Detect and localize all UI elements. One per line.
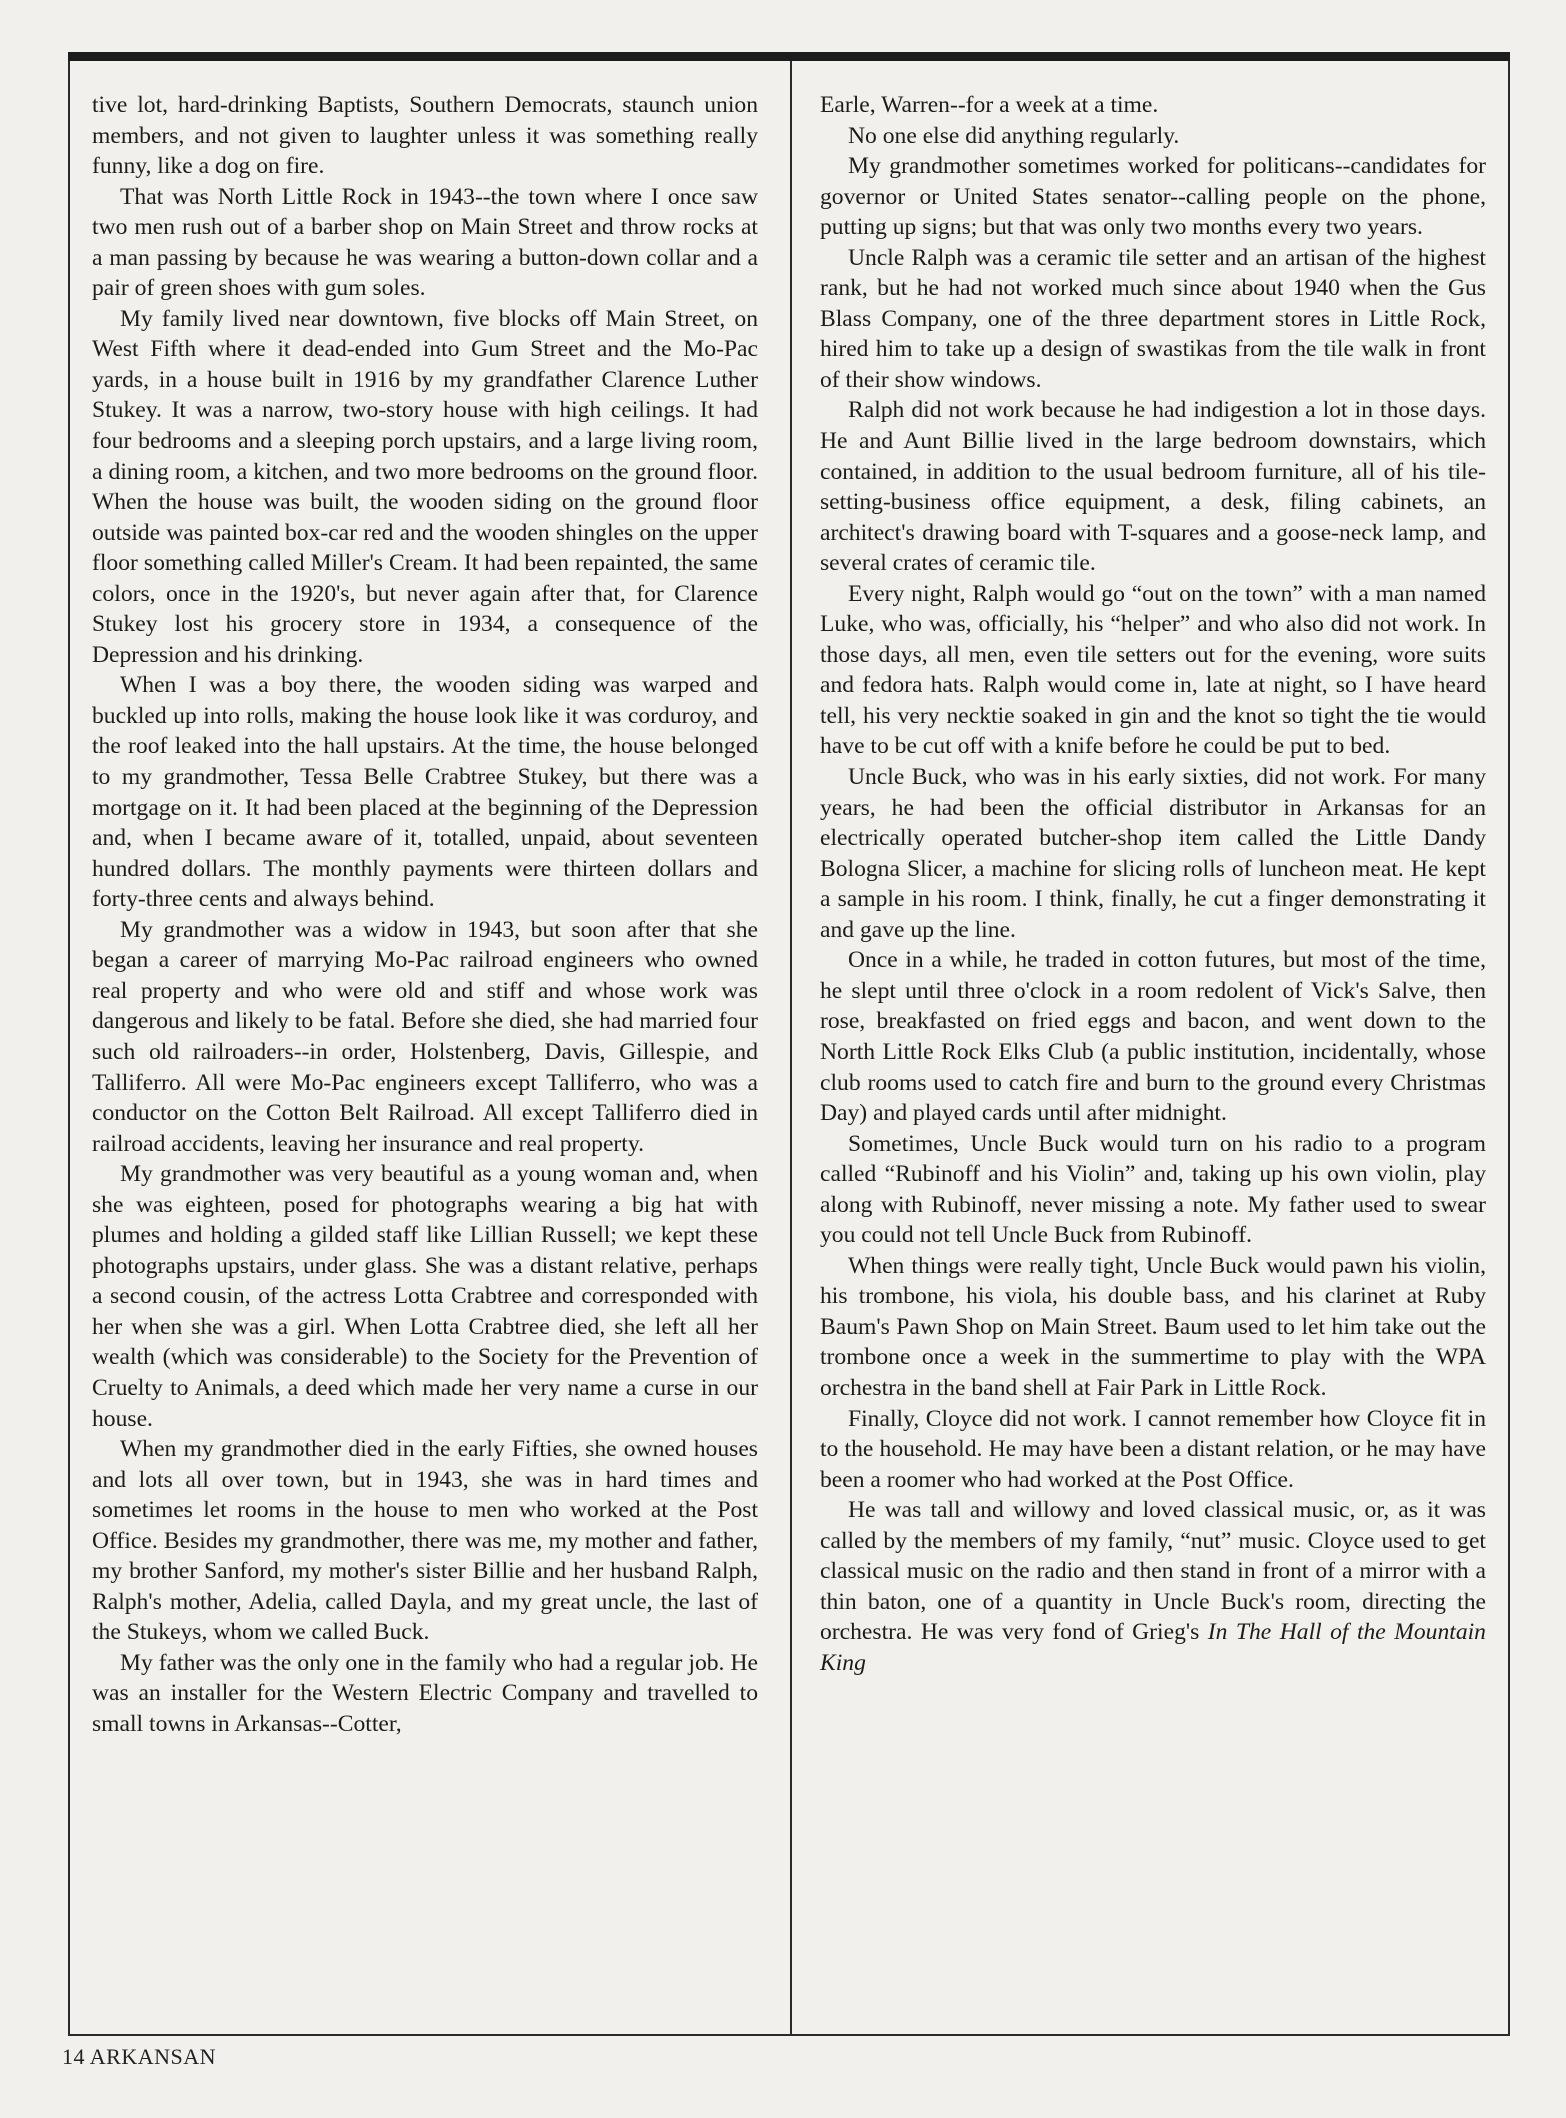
paragraph: When things were really tight, Uncle Buck would pawn his violin, his trombone, his viola, his double bass, and his clarinet at Ruby Baum's Pawn Shop on Main Street. Baum used to let him take out the trombone once a week in the summertime to play with the WPA orchestra in the band shell at Fair Park in Little Rock. [820,1252,1486,1401]
paragraph: Ralph did not work because he had indigestion a lot in those days. He and Aunt Billie lived in the large bedroom downstairs, which contained, in addition to the usual bedroom furniture, all of his tile-setting-business office equipment, a desk, filing cabinets, an architect's drawing board with T-squares and a goose-neck lamp, and several crates of ceramic tile. [820,397,1486,577]
paragraph: Once in a while, he traded in cotton futures, but most of the time, he slept until three o'clock in a room redolent of Vick's Salve, then rose, breakfasted on fried eggs and bacon, and went down to the North Little Rock Elks Club (a public institution, incidentally, whose club rooms used to catch fire and burn to the ground every Christmas Day) and played cards until after midnight. [820,947,1486,1127]
paragraph: My grandmother was very beautiful as a young woman and, when she was eighteen, posed for photographs wearing a big hat with plumes and holding a gilded staff like Lillian Russell; we kept these photographs upstairs, under glass. She was a distant relative, perhaps a second cousin, of the actress Lotta Crabtree and corresponded with her when she was a girl. When Lotta Crabtree died, she left all her wealth (which was considerable) to the Society for the Prevention of Cruelty to Animals, a deed which made her very name a curse in our house. [92,1161,758,1432]
paragraph: tive lot, hard-drinking Baptists, Southern Democrats, staunch union members, and not given to laughter unless it was something really funny, like a dog on fire. [92,92,758,180]
paragraph: When my grandmother died in the early Fifties, she owned houses and lots all over town, but in 1943, she was in hard times and sometimes let rooms in the house to men who worked at the Post Office. Besides my grandmother, there was me, my mother and father, my brother Sanford, my mother's sister Billie and her husband Ralph, Ralph's mother, Adelia, called Dayla, and my great uncle, the last of the Stukeys, whom we called Buck. [92,1436,758,1646]
paragraph: Sometimes, Uncle Buck would turn on his radio to a program called “Rubinoff and his Violin” and, taking up his own violin, play along with Rubinoff, never missing a note. My father used to swear you could not tell Uncle Buck from Rubinoff. [820,1130,1486,1249]
left-column [92,90,758,1740]
paragraph: Uncle Buck, who was in his early sixties, did not work. For many years, he had been the official distributor in Arkansas for an electrically operated butcher-shop item called the Little Dandy Bologna Slicer, a machine for slicing rolls of luncheon meat. He kept a sample in his room. I think, finally, he cut a finger demonstrating it and gave up the line. [820,764,1486,943]
paragraph-text: He was tall and willowy and loved classical music, or, as it was called by the members of my family, “nut” music. Cloyce used to get classical music on the radio and then stand in front of a mirror with a thin baton, one of a quantity in Uncle Buck's room, directing the orchestra. He was very fond of Grieg's [820,1497,1486,1646]
right-column [820,90,1486,1678]
page-folio: 14 ARKANSAN [62,2044,217,2069]
paragraph: No one else did anything regularly. [848,122,1180,149]
right-border [1508,61,1510,2036]
column-divider [790,61,792,2036]
top-rule [68,52,1510,61]
paragraph: My grandmother was a widow in 1943, but soon after that she began a career of marrying Mo-Pac railroad engineers who owned real property and who were old and stiff and whose work was dangerous and likely to be fatal. Before she died, she had married four such old railroaders--in order, Holstenberg, Davis, Gillespie, and Talliferro. All were Mo-Pac engineers except Talliferro, who was a conductor on the Cotton Belt Railroad. All except Talliferro died in railroad accidents, leaving her insurance and real property. [92,916,758,1157]
bottom-border [68,2034,1510,2036]
song-title: In The Hall of the Mountain King [820,1619,1486,1676]
paragraph: Earle, Warren--for a week at a time. [820,92,1159,118]
paragraph: When I was a boy there, the wooden siding was warped and buckled up into rolls, making the house look like it was corduroy, and the roof leaked into the hall upstairs. At the time, the house belonged to my grandmother, Tessa Belle Crabtree Stukey, but there was a mortgage on it. It had been placed at the beginning of the Depression and, when I became aware of it, totalled, unpaid, about seventeen hundred dollars. The monthly payments were thirteen dollars and forty-three cents and always behind. [92,672,758,913]
paragraph-last [820,1495,1486,1678]
paragraph: Finally, Cloyce did not work. I cannot remember how Cloyce fit in to the household. He may have been a distant relation, or he may have been a roomer who had worked at the Post Office. [820,1405,1486,1493]
paragraph: That was North Little Rock in 1943--the town where I once saw two men rush out of a barber shop on Main Street and throw rocks at a man passing by because he was wearing a button-down collar and a pair of green shoes with gum soles. [92,183,758,302]
paragraph: My family lived near downtown, five blocks off Main Street, on West Fifth where it dead-ended into Gum Street and the Mo-Pac yards, in a house built in 1916 by my grandfather Clarence Luther Stukey. It was a narrow, two-story house with high ceilings. It had four bedrooms and a sleeping porch upstairs, and a large living room, a dining room, a kitchen, and two more bedrooms on the ground floor. When the house was built, the wooden siding on the ground floor outside was painted box-car red and the wooden shingles on the upper floor something called Miller's Cream. It had been repainted, the same colors, once in the 1920's, but never again after that, for Clarence Stukey lost his grocery store in 1934, a consequence of the Depression and his drinking. [92,305,758,668]
paragraph: My grandmother sometimes worked for politicans--candidates for governor or United States senator--calling people on the phone, putting up signs; but that was only two months every two years. [820,153,1486,241]
paragraph: Every night, Ralph would go “out on the town” with a man named Luke, who was, officially, his “helper” and who also did not work. In those days, all men, even tile setters out for the evening, wore suits and fedora hats. Ralph would come in, late at night, so I have heard tell, his very necktie soaked in gin and the knot so tight the tie would have to be cut off with a knife before he could be put to bed. [820,580,1486,760]
left-border [68,61,70,2036]
paragraph: My father was the only one in the family who had a regular job. He was an installer for the Western Electric Company and travelled to small towns in Arkansas--Cotter, [92,1649,758,1737]
paragraph: Uncle Ralph was a ceramic tile setter and an artisan of the highest rank, but he had not worked much since about 1940 when the Gus Blass Company, one of the three department stores in Little Rock, hired him to take up a design of swastikas from the tile walk in front of their show windows. [820,244,1486,393]
